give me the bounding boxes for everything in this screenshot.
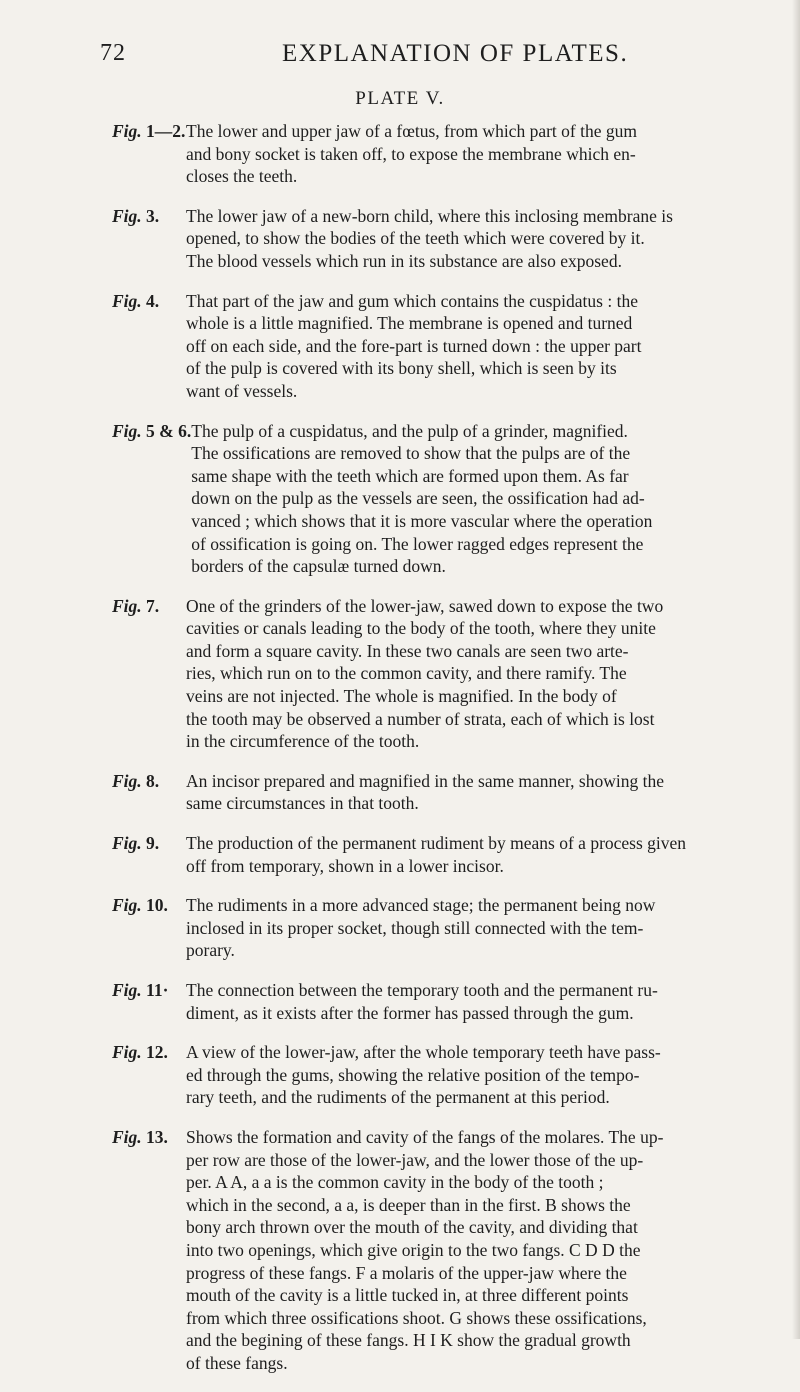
description-line: rary teeth, and the rudiments of the permanent at this period. — [186, 1087, 610, 1108]
running-head: EXPLANATION OF PLATES. — [282, 40, 629, 67]
description-line: which in the second, a a, is deeper than in the first. B shows the — [186, 1194, 631, 1215]
description-line: ries, which run on to the common cavity, and there ramify. The — [186, 663, 627, 684]
description-line: The blood vessels which run in its substance are also exposed. — [186, 250, 622, 271]
figure-entry — [112, 290, 780, 403]
figure-label-word: Fig. — [112, 980, 142, 1000]
description-line: from which three ossifications shoot. G shows these ossifications, — [186, 1307, 647, 1328]
description-line: inclosed in its proper socket, though still connected with the tem- — [186, 917, 644, 938]
figure-number: 4. — [146, 290, 160, 311]
description-line: and bony socket is taken off, to expose the membrane which en- — [186, 143, 636, 164]
figure-label-word: Fig. — [112, 1126, 142, 1147]
description-line: ed through the gums, showing the relative position of the tempo- — [186, 1064, 640, 1085]
figure-description — [186, 1041, 780, 1109]
figure-entry — [112, 832, 780, 877]
figure-entry — [112, 1126, 780, 1375]
figure-label — [112, 120, 186, 188]
figure-number: 12. — [146, 1042, 168, 1063]
figure-explanations — [112, 120, 780, 1392]
description-line: and form a square cavity. In these two canals are seen two arte- — [186, 640, 629, 661]
figure-number: 10. — [146, 895, 168, 916]
description-line: in the circumference of the tooth. — [186, 731, 420, 752]
description-line: porary. — [186, 940, 235, 961]
figure-number: 8. — [146, 770, 160, 791]
figure-description — [186, 770, 780, 815]
plate-title: PLATE V. — [355, 88, 445, 109]
figure-label-word: Fig. — [112, 290, 142, 311]
page-number: 72 — [100, 40, 126, 66]
description-line: The production of the permanent rudiment by means of a process given — [186, 833, 687, 854]
figure-number: 1—2. — [146, 121, 186, 141]
description-line: of the pulp is covered with its bony shell, which is seen by its — [186, 358, 617, 379]
description-line: of these fangs. — [186, 1352, 288, 1373]
figure-label-word: Fig. — [112, 1042, 142, 1063]
description-line: The lower jaw of a new-born child, where this inclosing membrane is — [186, 205, 673, 226]
figure-entry — [112, 120, 780, 188]
figure-label — [112, 595, 186, 753]
page-header — [100, 40, 780, 70]
figure-description — [186, 595, 780, 753]
figure-entry — [112, 420, 780, 578]
figure-label — [112, 1126, 186, 1375]
description-line: Shows the formation and cavity of the fangs of the molares. The up- — [186, 1126, 664, 1147]
figure-label-word: Fig. — [112, 770, 142, 791]
figure-description — [186, 894, 780, 962]
figure-label-word: Fig. — [112, 420, 142, 441]
description-line: whole is a little magnified. The membrane is opened and turned — [186, 313, 633, 334]
figure-entry — [112, 770, 780, 815]
figure-label — [112, 979, 186, 1024]
figure-description — [186, 832, 780, 877]
figure-label — [112, 1041, 186, 1109]
figure-entry — [112, 979, 780, 1024]
figure-number: 5 & 6. — [146, 420, 192, 441]
description-line: The rudiments in a more advanced stage; the permanent being now — [186, 895, 656, 916]
figure-label — [112, 290, 186, 403]
figure-label-word: Fig. — [112, 833, 142, 854]
description-line: the tooth may be observed a number of strata, each of which is lost — [186, 708, 655, 729]
figure-description — [186, 205, 780, 273]
description-line: off on each side, and the fore-part is turned down : the upper part — [186, 335, 642, 356]
figure-entry — [112, 595, 780, 753]
page-edge-shadow — [792, 0, 800, 1339]
figure-label — [112, 420, 191, 578]
description-line: per. A A, a a is the common cavity in the body of the tooth ; — [186, 1172, 604, 1193]
figure-label — [112, 205, 186, 273]
figure-label-word: Fig. — [112, 121, 142, 141]
description-line: bony arch thrown over the mouth of the cavity, and dividing that — [186, 1217, 638, 1238]
figure-description — [186, 120, 780, 188]
figure-entry — [112, 1041, 780, 1109]
figure-description — [186, 979, 780, 1024]
description-line: and the begining of these fangs. H I K show the gradual growth — [186, 1330, 631, 1351]
description-line: closes the teeth. — [186, 166, 298, 187]
description-line: down on the pulp as the vessels are seen, the ossification had ad- — [191, 488, 645, 509]
description-line: cavities or canals leading to the body of the tooth, where they unite — [186, 618, 656, 639]
description-line: progress of these fangs. F a molaris of the upper-jaw where the — [186, 1262, 627, 1283]
figure-entry — [112, 205, 780, 273]
figure-number: 11· — [146, 980, 169, 1000]
description-line: per row are those of the lower-jaw, and the lower those of the up- — [186, 1149, 644, 1170]
figure-label-word: Fig. — [112, 205, 142, 226]
figure-number: 9. — [146, 833, 160, 854]
description-line: One of the grinders of the lower-jaw, sawed down to expose the two — [186, 595, 664, 616]
description-line: A view of the lower-jaw, after the whole temporary teeth have pass- — [186, 1042, 661, 1063]
description-line: An incisor prepared and magnified in the same manner, showing the — [186, 770, 664, 791]
figure-number: 3. — [146, 205, 160, 226]
description-line: mouth of the cavity is a little tucked in, at three different points — [186, 1285, 629, 1306]
figure-description — [191, 420, 780, 578]
description-line: opened, to show the bodies of the teeth which were covered by it. — [186, 228, 645, 249]
description-line: same circumstances in that tooth. — [186, 793, 419, 814]
figure-entry — [112, 894, 780, 962]
description-line: That part of the jaw and gum which contains the cuspidatus : the — [186, 290, 638, 311]
figure-label — [112, 894, 186, 962]
description-line: The lower and upper jaw of a fœtus, from which part of the gum — [186, 121, 637, 141]
figure-label-word: Fig. — [112, 595, 142, 616]
figure-label-word: Fig. — [112, 895, 142, 916]
description-line: The pulp of a cuspidatus, and the pulp of a grinder, magnified. — [191, 420, 628, 441]
description-line: same shape with the teeth which are formed upon them. As far — [191, 465, 629, 486]
figure-label — [112, 832, 186, 877]
description-line: into two openings, which give origin to the two fangs. C D D the — [186, 1239, 641, 1260]
figure-description — [186, 290, 780, 403]
description-line: borders of the capsulæ turned down. — [191, 556, 446, 577]
figure-number: 13. — [146, 1126, 168, 1147]
description-line: diment, as it exists after the former has passed through the gum. — [186, 1002, 634, 1023]
description-line: The connection between the temporary tooth and the permanent ru- — [186, 980, 658, 1000]
figure-number: 7. — [146, 595, 160, 616]
description-line: vanced ; which shows that it is more vascular where the operation — [191, 510, 653, 531]
description-line: of ossification is going on. The lower ragged edges represent the — [191, 533, 644, 554]
description-line: veins are not injected. The whole is magnified. In the body of — [186, 686, 617, 707]
figure-description — [186, 1126, 780, 1375]
description-line: off from temporary, shown in a lower incisor. — [186, 855, 504, 876]
figure-label — [112, 770, 186, 815]
description-line: want of vessels. — [186, 380, 298, 401]
description-line: The ossifications are removed to show that the pulps are of the — [191, 443, 631, 464]
